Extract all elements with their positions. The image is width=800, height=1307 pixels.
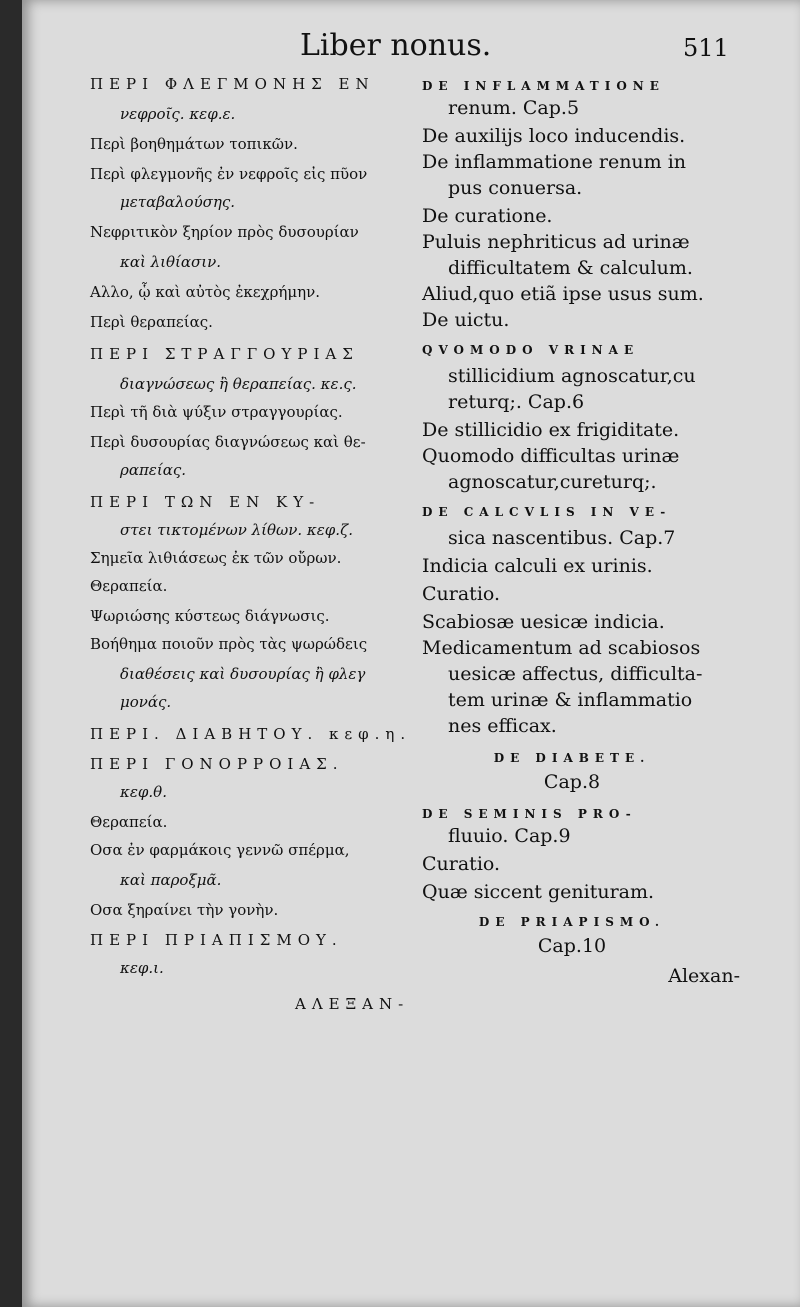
- greek-line: διαθέσεις καὶ δυσουρίας ἢ φλεγ: [120, 665, 366, 683]
- latin-line: Curatio.: [422, 583, 501, 605]
- latin-line: Cap.8: [543, 771, 601, 793]
- greek-line: ΠΕΡΙ ΤΩΝ ΕΝ ΚΥ-: [90, 493, 321, 511]
- latin-line: fluuio. Cap.9: [448, 825, 571, 847]
- latin-line: uesicæ affectus, difficulta-: [448, 663, 703, 685]
- greek-line: Θεραπεία.: [90, 813, 168, 831]
- greek-line: καὶ λιθίασιν.: [120, 253, 222, 271]
- greek-line: Θεραπεία.: [90, 577, 168, 595]
- latin-line: stillicidium agnoscatur,cu: [448, 365, 696, 387]
- latin-line: nes efficax.: [448, 715, 557, 737]
- latin-line: returq;. Cap.6: [448, 391, 585, 413]
- greek-line: Περὶ φλεγμονῆς ἐν νεφροῖς εἰς πῦον: [90, 165, 368, 183]
- latin-line: De curatione.: [422, 205, 553, 227]
- book-page: [22, 0, 800, 1307]
- latin-line: renum. Cap.5: [448, 97, 580, 119]
- latin-line: Quæ siccent genituram.: [422, 881, 655, 903]
- greek-line: καὶ παροξμᾶ.: [120, 871, 222, 889]
- latin-line: tem urinæ & inflammatio: [448, 689, 693, 711]
- latin-line: Aliud,quo etiã ipse usus sum.: [422, 283, 704, 305]
- greek-line: Αλλο, ᾧ καὶ αὐτὸς ἐκεχρήμην.: [90, 283, 321, 301]
- greek-line: Οσα ξηραίνει τὴν γονὴν.: [90, 901, 279, 919]
- greek-line: Οσα ἐν φαρμάκοις γεννῶ σπέρμα,: [90, 841, 350, 859]
- greek-line: ραπείας.: [120, 461, 187, 479]
- latin-line: De inflammatione renum in: [422, 151, 687, 173]
- latin-line: Indicia calculi ex urinis.: [422, 555, 653, 577]
- greek-line: μονάς.: [120, 693, 172, 711]
- greek-line: ΠΕΡΙ ΓΟΝΟΡΡΟΙΑΣ.: [90, 755, 344, 773]
- latin-line: difficultatem & calculum.: [448, 257, 693, 279]
- greek-line: Περὶ δυσουρίας διαγνώσεως καὶ θε-: [90, 433, 366, 451]
- latin-line: De auxilijs loco inducendis.: [422, 125, 686, 147]
- latin-line: DE DIABETE.: [493, 751, 651, 765]
- latin-line: Quomodo difficultas urinæ: [422, 445, 680, 467]
- greek-line: Ψωριώσης κύστεως διάγνωσις.: [90, 607, 330, 625]
- greek-line: ΠΕΡΙ ΠΡΙΑΠΙΣΜΟΥ.: [90, 931, 343, 949]
- greek-line: ΠΕΡΙ ΣΤΡΑΓΓΟΥΡΙΑΣ: [90, 345, 359, 363]
- greek-line: Περὶ τῆ διὰ ψύξιν στραγγουρίας.: [90, 403, 343, 421]
- latin-line: Scabiosæ uesicæ indicia.: [422, 611, 665, 633]
- greek-line: Βοήθημα ποιοῦν πρὸς τὰς ψωρώδεις: [90, 635, 368, 653]
- greek-line: μεταβαλούσης.: [120, 193, 236, 211]
- latin-line: QVOMODO VRINAE: [422, 343, 640, 357]
- latin-line: DE INFLAMMATIONE: [422, 79, 665, 93]
- greek-line: διαγνώσεως ἢ θεραπείας. κε.ς.: [120, 375, 357, 393]
- greek-line: κεφ.ι.: [120, 959, 164, 977]
- latin-line: agnoscatur,cureturq;.: [448, 471, 657, 493]
- greek-line: ΠΕΡΙ. ΔΙΑΒΗΤΟΥ. κεφ.η.: [90, 725, 412, 743]
- latin-line: DE PRIAPISMO.: [478, 915, 666, 929]
- greek-line: ΠΕΡΙ ΦΛΕΓΜΟΝΗΣ ΕΝ: [90, 75, 375, 93]
- greek-line: Νεφριτικὸν ξηρίον πρὸς δυσουρίαν: [90, 223, 359, 241]
- latin-line: DE SEMINIS PRO-: [422, 807, 637, 821]
- greek-line: Περὶ θεραπείας.: [90, 313, 213, 331]
- greek-line: νεφροῖς. κεφ.ε.: [120, 105, 236, 123]
- greek-line: στει τικτομένων λίθων. κεφ.ζ.: [120, 521, 353, 539]
- latin-line: Cap.10: [537, 935, 607, 957]
- latin-line: Medicamentum ad scabiosos: [422, 637, 701, 659]
- latin-line: Curatio.: [422, 853, 501, 875]
- latin-line: De uictu.: [422, 309, 510, 331]
- greek-line: Σημεῖα λιθιάσεως ἐκ τῶν οὔρων.: [90, 549, 342, 567]
- latin-line: pus conuersa.: [448, 177, 583, 199]
- latin-line: Alexan-: [668, 965, 740, 987]
- greek-line: Περὶ βοηθημάτων τοπικῶν.: [90, 135, 298, 153]
- page-number: 511: [683, 34, 729, 62]
- latin-line: DE CALCVLIS IN VE-: [422, 505, 672, 519]
- greek-line: κεφ.θ.: [120, 783, 167, 801]
- latin-line: sica nascentibus. Cap.7: [448, 527, 676, 549]
- running-head: Liber nonus.: [300, 28, 492, 63]
- latin-line: De stillicidio ex frigiditate.: [422, 419, 680, 441]
- latin-line: Puluis nephriticus ad urinæ: [422, 231, 690, 253]
- greek-line: ΑΛΕΞΑΝ-: [295, 995, 410, 1013]
